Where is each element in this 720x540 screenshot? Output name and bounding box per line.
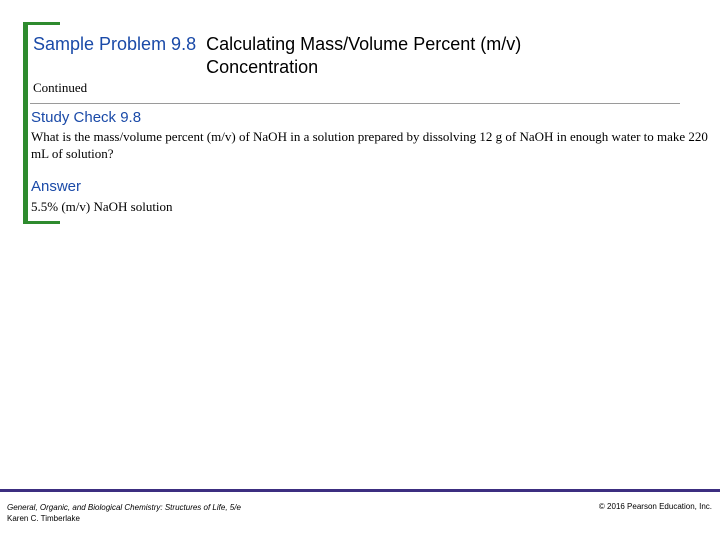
study-check-heading: Study Check 9.8 (31, 109, 142, 126)
slide-title (33, 33, 606, 79)
footer-citation (7, 502, 241, 524)
footer-divider (0, 489, 720, 492)
header-divider (30, 103, 680, 104)
answer-text: 5.5% (m/v) NaOH solution (31, 199, 173, 214)
continued-label: Continued (33, 80, 88, 95)
footer-author: Karen C. Timberlake (7, 514, 80, 523)
study-check-question: What is the mass/volume percent (m/v) of NaOH in a solution prepared by dissolving 12 g of NaOH in enough water to make 220 mL of solution? (31, 129, 708, 161)
footer-copyright: © 2016 Pearson Education, Inc. (598, 502, 712, 511)
title-text: Calculating Mass/Volume Percent (m/v) Concentration (206, 34, 522, 77)
footer-book-title: General, Organic, and Biological Chemistry: Structures of Life, 5/e (7, 503, 241, 512)
answer-heading: Answer (31, 178, 82, 195)
title-prefix: Sample Problem 9.8 (33, 34, 197, 54)
